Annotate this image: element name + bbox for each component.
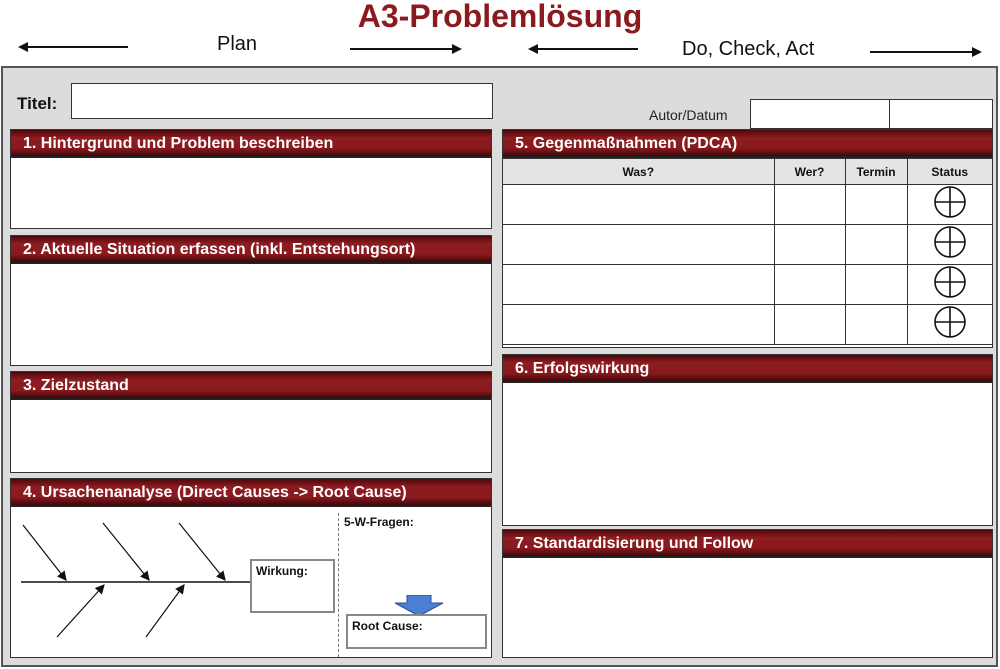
cell-status[interactable]	[907, 225, 992, 265]
cell-deadline[interactable]	[845, 265, 907, 305]
fishbone-bone-top-3	[179, 523, 225, 580]
section-target-state-header: 3. Zielzustand	[11, 372, 491, 400]
author-date-label: Autor/Datum	[649, 107, 728, 123]
title-label: Titel:	[17, 94, 58, 113]
cell-who[interactable]	[774, 305, 845, 345]
phase-do-check-act-label: Do, Check, Act	[682, 38, 815, 60]
cell-who[interactable]	[774, 185, 845, 225]
cell-deadline[interactable]	[845, 225, 907, 265]
plan-right-arrow-icon	[350, 48, 460, 50]
section-success-effect	[502, 354, 993, 526]
pdca-status-circle-icon[interactable]	[933, 265, 967, 299]
section-current-situation-header: 2. Aktuelle Situation erfassen (inkl. Entstehungsort)	[11, 236, 491, 264]
col-header-who: Wer?	[774, 159, 845, 185]
col-header-what: Was?	[503, 159, 774, 185]
pdca-status-circle-icon[interactable]	[933, 225, 967, 259]
cell-what[interactable]	[503, 265, 774, 305]
table-row	[503, 185, 992, 225]
cell-who[interactable]	[774, 265, 845, 305]
section-target-state	[10, 371, 492, 473]
section-background-content[interactable]	[11, 160, 491, 228]
do-left-arrow-icon	[530, 48, 638, 50]
section-standardization-content[interactable]	[503, 560, 992, 657]
title-input[interactable]	[71, 83, 493, 119]
phase-plan-label: Plan	[217, 33, 258, 55]
table-row	[503, 225, 992, 265]
plan-left-arrow-icon	[20, 46, 128, 48]
section-success-effect-header: 6. Erfolgswirkung	[503, 355, 992, 383]
section-target-state-content[interactable]	[11, 402, 491, 472]
section-countermeasures	[502, 129, 993, 348]
cell-status[interactable]	[907, 265, 992, 305]
col-header-status: Status	[907, 159, 992, 185]
fishbone-bone-bottom-2	[146, 585, 184, 637]
table-row	[503, 265, 992, 305]
section-background-header: 1. Hintergrund und Problem beschreiben	[11, 130, 491, 158]
root-cause-box[interactable]: Root Cause:	[346, 614, 487, 649]
section-current-situation	[10, 235, 492, 366]
effect-box[interactable]: Wirkung:	[250, 559, 335, 613]
section-current-situation-content[interactable]	[11, 266, 491, 365]
section-cause-analysis-header: 4. Ursachenanalyse (Direct Causes -> Root Cause)	[11, 479, 491, 507]
cell-what[interactable]	[503, 185, 774, 225]
col-header-deadline: Termin	[845, 159, 907, 185]
section-background	[10, 129, 492, 229]
fishbone-bone-top-1	[23, 525, 66, 580]
fishbone-bone-top-2	[103, 523, 149, 580]
cell-what[interactable]	[503, 225, 774, 265]
cell-status[interactable]	[907, 305, 992, 345]
section-cause-analysis	[10, 478, 492, 658]
five-why-divider	[338, 513, 339, 657]
date-input[interactable]	[890, 99, 993, 129]
do-right-arrow-icon	[870, 51, 980, 53]
table-row	[503, 305, 992, 345]
pdca-status-circle-icon[interactable]	[933, 305, 967, 339]
section-success-effect-content[interactable]	[503, 385, 992, 525]
cell-deadline[interactable]	[845, 305, 907, 345]
cell-deadline[interactable]	[845, 185, 907, 225]
five-why-label: 5-W-Fragen:	[344, 515, 414, 529]
page-title: A3-Problemlösung	[357, 0, 643, 34]
cell-what[interactable]	[503, 305, 774, 345]
pdca-table	[503, 158, 992, 345]
author-input[interactable]	[750, 99, 890, 129]
fishbone-bone-bottom-1	[57, 585, 104, 637]
pdca-status-circle-icon[interactable]	[933, 185, 967, 219]
a3-canvas	[1, 66, 998, 667]
cell-who[interactable]	[774, 225, 845, 265]
section-countermeasures-header: 5. Gegenmaßnahmen (PDCA)	[503, 130, 992, 158]
section-standardization-header: 7. Standardisierung und Follow	[503, 530, 992, 558]
cell-status[interactable]	[907, 185, 992, 225]
section-standardization	[502, 529, 993, 658]
